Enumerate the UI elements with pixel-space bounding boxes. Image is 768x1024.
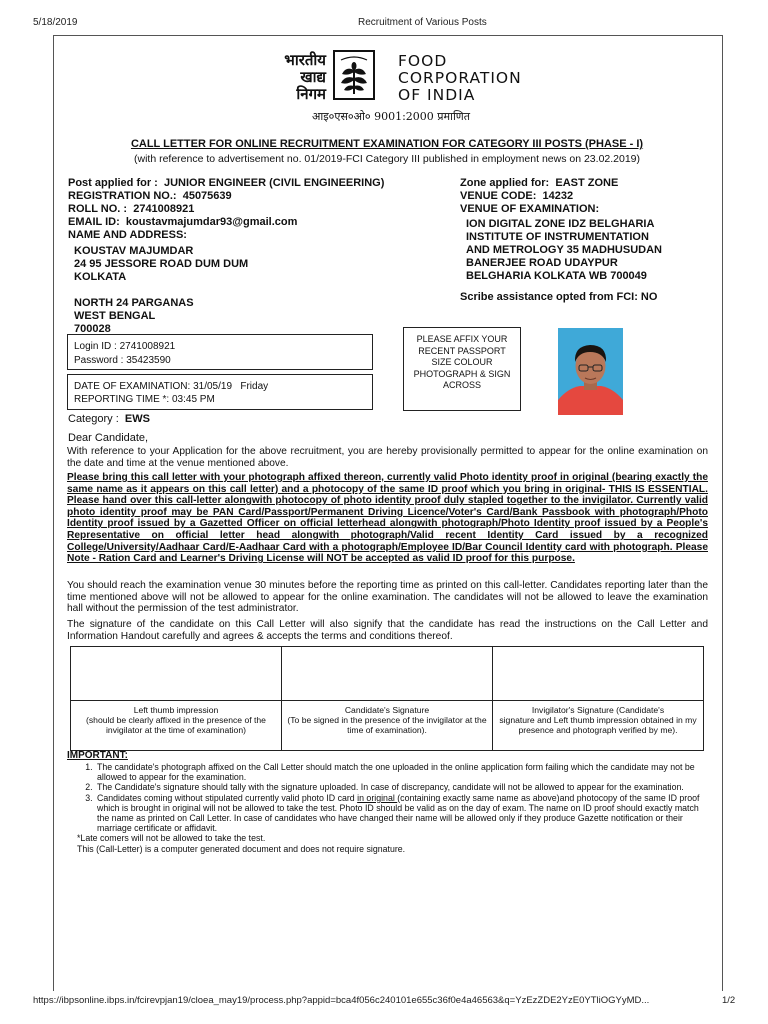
signature-table [70,646,704,751]
candidate-caption-title: Candidate's Signature [344,705,430,715]
important-item: 1. The candidate's photograph affixed on the Call Letter should match the one uploaded in the online application form failing which the candidate may not be allowed to appear for the examination. [95,762,708,782]
registration-label: REGISTRATION NO.: [68,190,177,202]
address-line: KOUSTAV MAJUMDAR [74,245,194,257]
category-label: Category : [68,413,119,425]
address-line: 24 95 JESSORE ROAD DUM DUM [74,258,249,270]
login-password: Password : 35423590 [74,355,171,366]
thumb-impression-cell [71,647,282,701]
address-line: 700028 [74,323,111,335]
photo-affix-box: PLEASE AFFIX YOUR RECENT PASSPORT SIZE COLOUR PHOTOGRAPH & SIGN ACROSS [403,327,521,411]
paragraph-reporting: You should reach the examination venue 30 minutes before the reporting time as printed on this call-letter. Candidates reporting later than the time mentioned above will not be allowed to appear for the online examination. The candidates will not be allowed to leave the examination hall without the permission of the test administrator. [67,580,708,615]
candidate-details [68,177,448,242]
logo-en-line: OF INDIA [398,86,476,104]
print-url: https://ibpsonline.ibps.in/fcirevpjan19/cloea_may19/process.php?appid=bca4f056c240101e655c36f0e4a46563&q=YzEzZDE2YzE0YTliOGYyMD... [33,995,650,1006]
email-label: EMAIL ID: [68,216,120,228]
candidate-address [74,245,374,336]
logo-hindi-line: खाद्य [300,68,326,86]
post-value: JUNIOR ENGINEER (CIVIL ENGINEERING) [163,177,385,189]
reporting-time: REPORTING TIME *: 03:45 PM [74,394,215,405]
roll-value: 2741008921 [133,203,195,215]
venue-line: INSTITUTE OF INSTRUMENTATION [466,231,649,243]
paragraph-permission: With reference to your Application for the above recruitment, you are hereby provisionally permitted to appear for the online examination on the date and time at the venue mentioned above. [67,446,708,469]
address-line: NORTH 24 PARGANAS [74,297,194,309]
iso-certification: आइ०एस०ओ० 9001:2000 प्रमाणित [312,110,471,123]
print-page-title: Recruitment of Various Posts [358,17,487,28]
greeting: Dear Candidate, [68,432,149,444]
venue-details [460,177,715,216]
thumb-caption-note: (should be clearly affixed in the presence of the invigilator at the time of examination) [86,715,266,735]
letter-subtitle: (with reference to advertisement no. 01/2019-FCI Category III published in employment news on 23.02.2019) [133,153,641,165]
exam-schedule-box [67,374,373,410]
thumb-impression-caption [71,701,282,751]
post-label: Post applied for : [68,177,158,189]
fci-emblem-icon [333,50,375,98]
venue-code-value: 14232 [542,190,574,202]
paragraph-signature: The signature of the candidate on this Call Letter will also signify that the candidate has read the instructions on the Call Letter and Information Handout carefully and agrees & accepts the terms and conditions thereof. [67,619,708,642]
important-item-text: (containing exactly same name as above)and photocopy of the same ID proof which is brought in original will not be allowed to take the test. Photo ID should be valid as on the day of exam. The name on ID proof should exactly match the name as printed on Call Letter. In case of candidates who have changed their name will be allowed only if they produce Gazette notification or their marriage certificate or affidavit. [97,792,700,834]
login-box [67,334,373,370]
important-list [67,762,708,854]
late-comers-note: *Late comers will not be allowed to take the test. [77,833,266,844]
name-address-label: NAME AND ADDRESS: [68,229,187,241]
logo-hindi-line: भारतीय [284,51,326,69]
invigilator-caption-title: Invigilator's Signature (Candidate's [531,705,665,715]
candidate-caption-note: (To be signed in the presence of the invigilator at the time of examination). [287,715,487,735]
email-value: koustavmajumdar93@gmail.com [125,216,298,228]
venue-code-label: VENUE CODE: [460,190,537,202]
venue-line: BELGHARIA KOLKATA WB 700049 [466,270,647,282]
roll-label: ROLL NO. : [68,203,128,215]
important-item-underlined: in original [357,792,398,803]
invigilator-caption-note: signature and Left thumb impression obtained in my presence and photograph verified by me). [499,715,697,735]
thumb-caption-title: Left thumb impression [133,705,219,715]
logo-en-line: CORPORATION [398,69,522,87]
important-item-text: Candidates coming without stipulated currently valid photo ID card [97,792,358,803]
exam-date: DATE OF EXAMINATION: 31/05/19 [74,381,233,392]
address-line: KOLKATA [74,271,127,283]
category-row [68,413,150,425]
address-line [74,284,374,297]
venue-line: AND METROLOGY 35 MADHUSUDAN [466,244,662,256]
computer-generated-note: This (Call-Letter) is a computer generated document and does not require signature. [77,843,406,854]
invigilator-signature-caption [493,701,704,751]
venue-line: BANERJEE ROAD UDAYPUR [466,257,618,269]
venue-address [466,218,716,283]
logo-hindi-line: निगम [296,85,326,103]
important-item: 2. The Candidate's signature should tally with the signature uploaded. In case of discrepancy, candidate will not be allowed to appear for the examination. [95,782,708,792]
letter-title: CALL LETTER FOR ONLINE RECRUITMENT EXAMINATION FOR CATEGORY III POSTS (PHASE - I) [130,138,644,150]
login-id: Login ID : 2741008921 [74,341,176,352]
logo-en-line: FOOD [398,52,448,70]
address-line: WEST BENGAL [74,310,156,322]
scribe-assistance: Scribe assistance opted from FCI: NO [460,291,658,303]
exam-day: Friday [240,381,269,392]
registration-value: 45075639 [182,190,232,202]
important-item [95,793,708,834]
venue-line: ION DIGITAL ZONE IDZ BELGHARIA [466,218,655,230]
print-date: 5/18/2019 [33,17,78,28]
logo-english-text [398,53,522,104]
invigilator-signature-cell [493,647,704,701]
zone-value: EAST ZONE [555,177,619,189]
candidate-signature-cell [282,647,493,701]
category-value: EWS [124,413,150,425]
paragraph-id-proof: Please bring this call letter with your photograph affixed thereon, currently valid Photo identity proof in original (bearing exactly the same name as it appears on this call letter) and a photocopy of the same ID proof which you bring in original- THIS IS ESSENTIAL. Please hand over this call-letter alongwith photocopy of photo identity proof duly stapled together to the invigilator. Currently valid photo identity proof may be PAN Card/Passport/Permanent Driving Licence/Voter's Card/Bank Passbook with photograph/Photo Identity proof issued by a Gazetted Officer on official letterhead alongwith photograph/Photo Identity proof issued by a People's Representative on official letter head alongwith photograph/Valid recent Identity Card issued by a recognized College/University/Aadhaar Card/E-Aadhaar Card with a photograph/Employee ID/Bar Council Identity card with photograph. Please Note - Ration Card and Learner's Driving License will NOT be accepted as valid ID proof for this purpose. [67,472,708,565]
zone-label: Zone applied for: [460,177,550,189]
candidate-photo [558,328,623,415]
important-heading: IMPORTANT: [67,750,128,761]
candidate-signature-caption [282,701,493,751]
logo-hindi-text [228,52,326,103]
venue-label: VENUE OF EXAMINATION: [460,203,600,215]
print-page-number: 1/2 [722,995,736,1006]
